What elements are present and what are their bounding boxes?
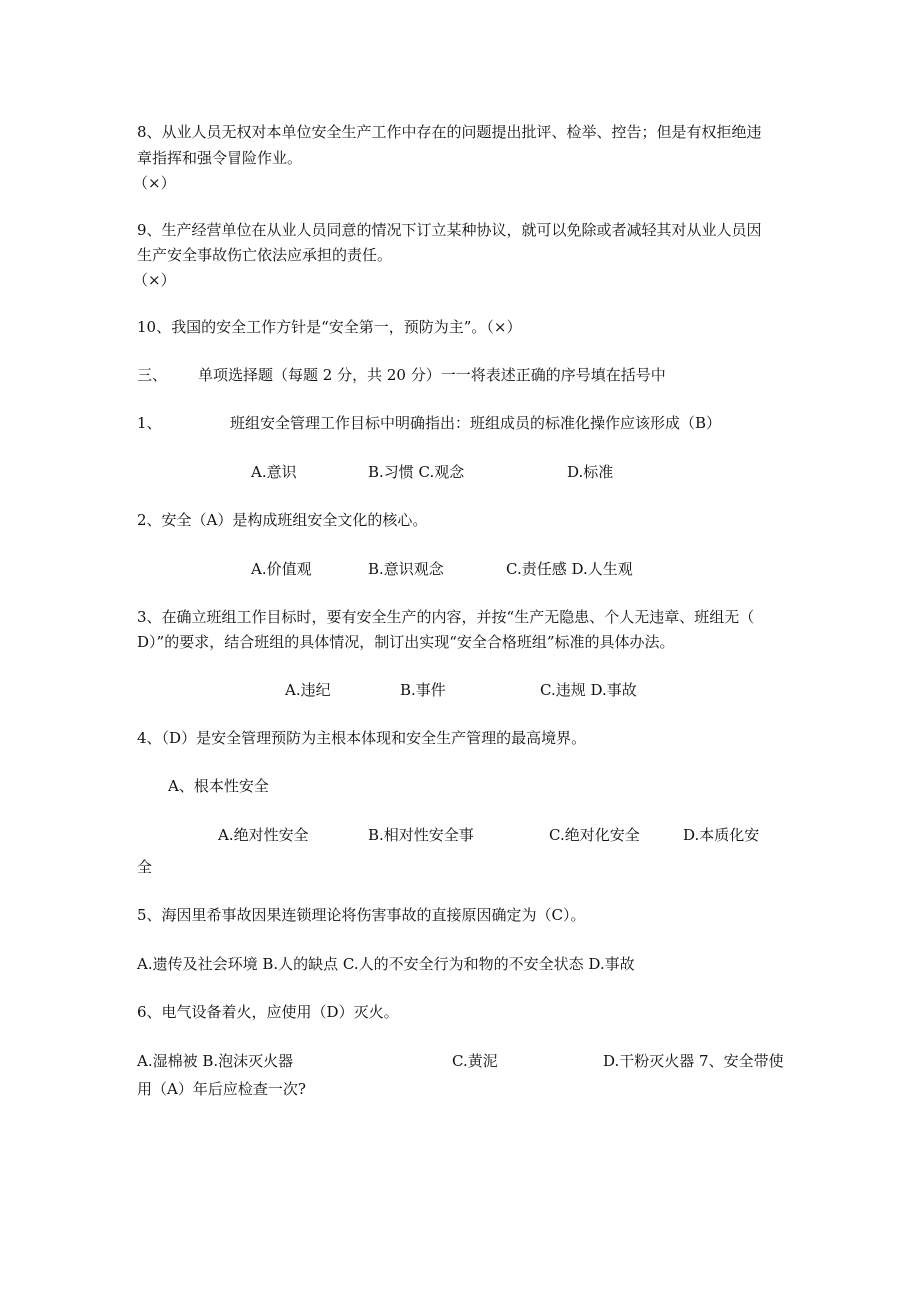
- mc5-stem: 5、海因里希事故因果连锁理论将伤害事故的直接原因确定为（C）。: [137, 906, 586, 924]
- mc6-stem: 6、电气设备着火，应使用（D）灭火。: [137, 1003, 399, 1021]
- mc6-option-ab: A.湿棉被 B.泡沫灭火器: [137, 1052, 294, 1070]
- mc5-options: A.遗传及社会环境 B.人的缺点 C.人的不安全行为和物的不安全状态 D.事故: [137, 955, 635, 973]
- mc1-option-a: A.意识: [251, 463, 297, 481]
- mc4-option-a: A.绝对性安全: [218, 826, 309, 844]
- mc6-option-c: C.黄泥: [452, 1052, 498, 1070]
- mc6-wrap: 用（A）年后应检查一次?: [137, 1080, 306, 1098]
- mc4-option-c: C.绝对化安全: [549, 826, 640, 844]
- section3-title: 单项选择题（每题 2 分，共 20 分）一一将表述正确的序号填在括号中: [198, 366, 666, 384]
- mc1-stem: 班组安全管理工作目标中明确指出：班组成员的标准化操作应该形成（B）: [230, 414, 722, 432]
- mc2-stem: 2、安全（A）是构成班组安全文化的核心。: [137, 511, 428, 529]
- mc4-wrap: 全: [137, 858, 153, 876]
- q10-line: 10、我国的安全工作方针是“安全第一，预防为主”。（×）: [137, 318, 522, 336]
- mc2-option-b: B.意识观念: [368, 560, 444, 578]
- q8-line-2: 章指挥和强令冒险作业。: [137, 149, 303, 167]
- mc4-option-b: B.相对性安全事: [368, 826, 474, 844]
- mc2-option-cd: C.责任感 D.人生观: [506, 560, 633, 578]
- mc6-option-d: D.干粉灭火器 7、安全带使: [603, 1052, 784, 1070]
- mc4-stem: 4、（D）是安全管理预防为主根本体现和安全生产管理的最高境界。: [137, 729, 587, 747]
- mc3-option-b: B.事件: [400, 681, 446, 699]
- q8-answer: （×）: [133, 174, 176, 192]
- q9-line-2: 生产安全事故伤亡依法应承担的责任。: [137, 246, 393, 264]
- mc4-option-d: D.本质化安: [683, 826, 760, 844]
- q9-line-1: 9、生产经营单位在从业人员同意的情况下订立某种协议，就可以免除或者减轻其对从业人员因: [137, 221, 762, 239]
- mc3-option-cd: C.违规 D.事故: [540, 681, 637, 699]
- mc1-option-d: D.标准: [567, 463, 614, 481]
- mc1-number: 1、: [137, 414, 162, 432]
- mc4-extra: A、根本性安全: [168, 777, 269, 795]
- mc2-option-a: A.价值观: [251, 560, 312, 578]
- q8-line-1: 8、从业人员无权对本单位安全生产工作中存在的问题提出批评、检举、控告；但是有权拒绝违: [137, 123, 762, 141]
- section3-number: 三、: [137, 366, 168, 384]
- mc1-option-bc: B.习惯 C.观念: [368, 463, 465, 481]
- q9-answer: （×）: [133, 271, 176, 289]
- mc3-line-2: D）”的要求，结合班组的具体情况，制订出实现“安全合格班组”标准的具体办法。: [137, 633, 675, 651]
- mc3-option-a: A.违纪: [285, 681, 331, 699]
- mc3-line-1: 3、在确立班组工作目标时，要有安全生产的内容，并按“生产无隐患、个人无违章、班组无（: [137, 608, 755, 626]
